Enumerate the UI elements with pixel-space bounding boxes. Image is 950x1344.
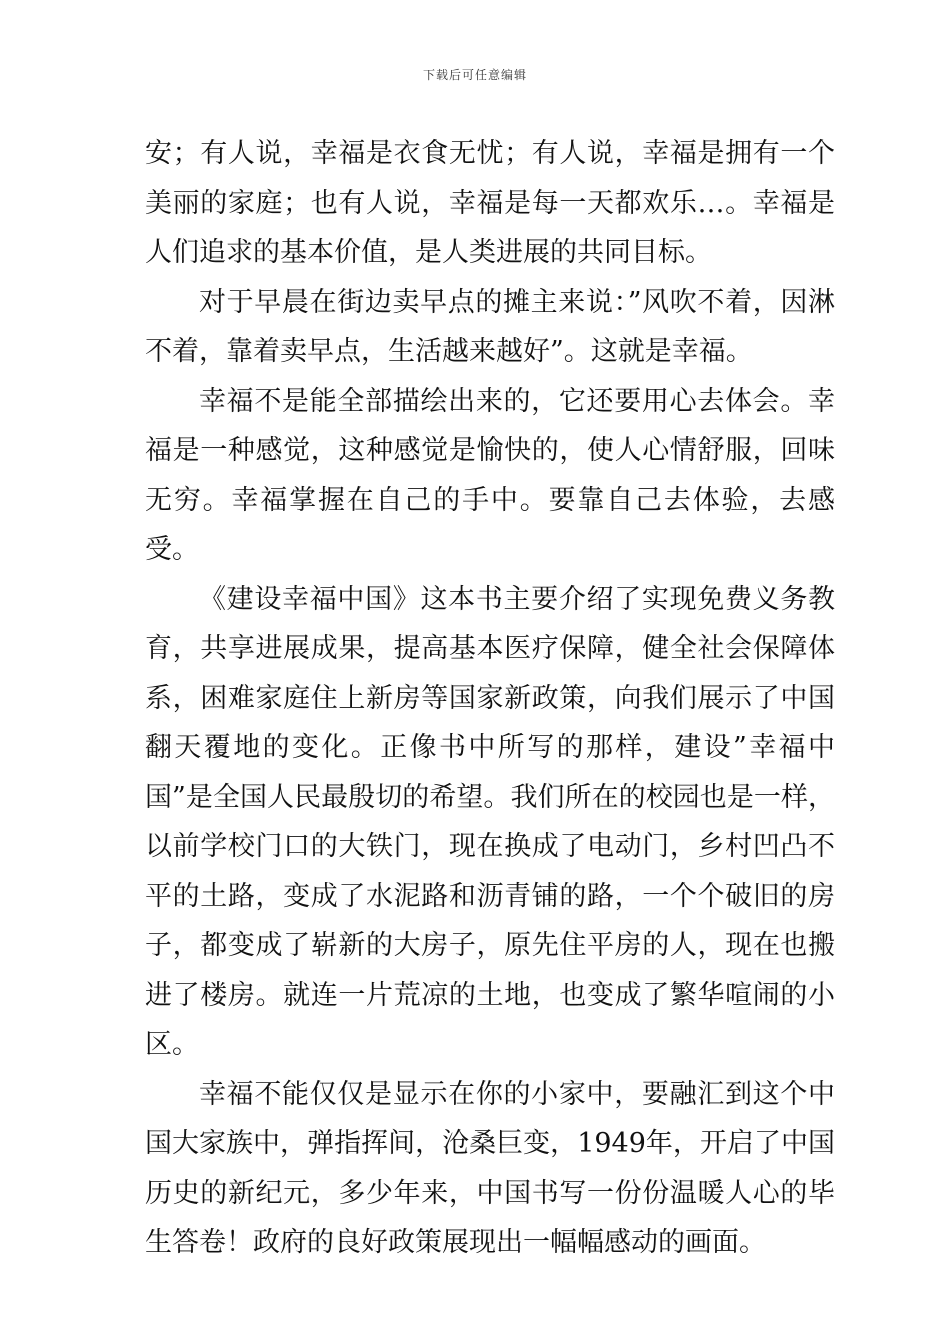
paragraph: 幸福不能仅仅是显示在你的小家中，要融汇到这个中国大家族中，弹指挥间，沧桑巨变，1949年，开启了中国历史的新纪元，多少年来，中国书写一份份温暖人心的毕生答卷！政府的良好政策展现出一幅幅感动的画面。: [145, 1078, 835, 1258]
document-body: [145, 129, 835, 1268]
paragraph: 对于早晨在街边卖早点的摊主来说：”风吹不着，因淋不着，靠着卖早点，生活越来越好”。这就是幸福。: [145, 286, 835, 367]
paragraph: 安；有人说，幸福是衣食无忧；有人说，幸福是拥有一个美丽的家庭；也有人说，幸福是每一天都欢乐…。幸福是人们追求的基本价值，是人类进展的共同目标。: [145, 138, 835, 268]
paragraph: 幸福不是能全部描绘出来的，它还要用心去体会。幸福是一种感觉，这种感觉是愉快的，使人心情舒服，回味无穷。幸福掌握在自己的手中。要靠自己去体验，去感受。: [145, 385, 835, 565]
page-header: 下载后可任意编辑: [422, 68, 527, 82]
paragraph: 《建设幸福中国》这本书主要介绍了实现免费义务教育，共享进展成果，提高基本医疗保障，健全社会保障体系，困难家庭住上新房等国家新政策，向我们展示了中国翻天覆地的变化。正像书中所写的那样，建设”幸福中国”是全国人民最殷切的希望。我们所在的校园也是一样，以前学校门口的大铁门，现在换成了电动门，乡村凹凸不平的土路，变成了水泥路和沥青铺的路，一个个破旧的房子，都变成了崭新的大房子，原先住平房的人，现在也搬进了楼房。就连一片荒凉的土地，也变成了繁华喧闹的小区。: [145, 583, 835, 1060]
